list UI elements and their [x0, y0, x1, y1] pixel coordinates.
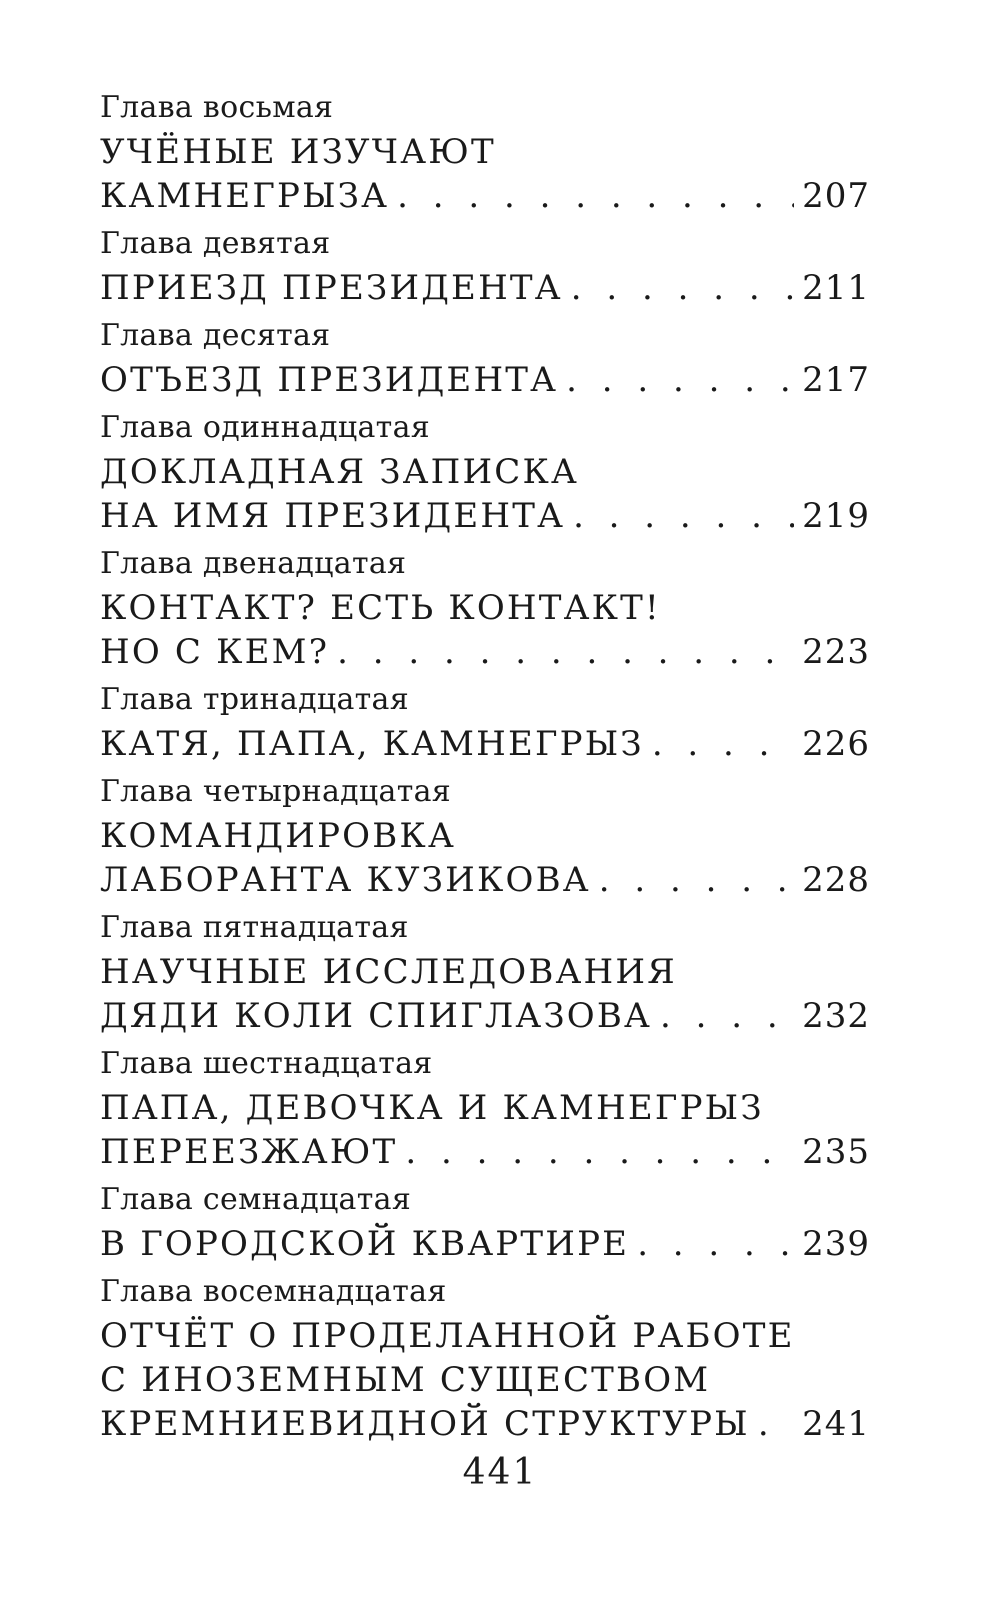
dot-leader [566, 358, 794, 402]
chapter-title-line: КОНТАКТ? ЕСТЬ КОНТАКТ! [100, 588, 661, 628]
toc-page-number: 239 [802, 1224, 870, 1264]
toc-entry [100, 1270, 870, 1446]
chapter-title-row [100, 494, 870, 538]
chapter-title-row [100, 1222, 870, 1266]
chapter-label: Глава одиннадцатая [100, 410, 430, 445]
dot-leader [397, 174, 794, 218]
toc-entry [100, 406, 870, 538]
toc-page-number: 232 [802, 996, 870, 1036]
toc-page-number: 207 [802, 176, 870, 216]
chapter-title-row [100, 994, 870, 1038]
chapter-title-line: ПЕРЕЕЗЖАЮТ [100, 1132, 398, 1172]
toc-page-number: 217 [802, 360, 870, 400]
chapter-title-row [100, 722, 870, 766]
chapter-label: Глава восьмая [100, 90, 334, 125]
chapter-title-row [100, 358, 870, 402]
dot-leader [637, 1222, 794, 1266]
dot-leader [337, 630, 794, 674]
chapter-title-row [100, 1130, 870, 1174]
chapter-title-line: ОТЪЕЗД ПРЕЗИДЕНТА [100, 360, 559, 400]
chapter-label: Глава четырнадцатая [100, 774, 452, 809]
chapter-title-line: КРЕМНИЕВИДНОЙ СТРУКТУРЫ [100, 1404, 750, 1444]
toc-entry [100, 1042, 870, 1174]
chapter-title-row [100, 174, 870, 218]
toc-entry [100, 770, 870, 902]
toc-entry [100, 542, 870, 674]
toc-page-number: 228 [802, 860, 870, 900]
chapter-label: Глава шестнадцатая [100, 1046, 433, 1081]
toc-entry [100, 906, 870, 1038]
toc-page-number: 219 [802, 496, 870, 536]
dot-leader [660, 994, 794, 1038]
chapter-title-line: ПРИЕЗД ПРЕЗИДЕНТА [100, 268, 563, 308]
chapter-title-line: НО С КЕМ? [100, 632, 330, 672]
chapter-label: Глава десятая [100, 318, 331, 353]
chapter-title-line: КАТЯ, ПАПА, КАМНЕГРЫЗ [100, 724, 644, 764]
chapter-title-line: КОМАНДИРОВКА [100, 816, 456, 856]
chapter-title-line: ОТЧЁТ О ПРОДЕЛАННОЙ РАБОТЕ [100, 1316, 795, 1356]
chapter-title-row [100, 858, 870, 902]
chapter-title-line: ПАПА, ДЕВОЧКА И КАМНЕГРЫЗ [100, 1088, 764, 1128]
chapter-title-row [100, 1402, 870, 1446]
toc-entry [100, 678, 870, 766]
toc-page-number: 235 [802, 1132, 870, 1172]
chapter-title-line: НА ИМЯ ПРЕЗИДЕНТА [100, 496, 566, 536]
chapter-label: Глава тринадцатая [100, 682, 409, 717]
toc-entry [100, 86, 870, 218]
chapter-title-line: В ГОРОДСКОЙ КВАРТИРЕ [100, 1224, 630, 1264]
chapter-title-line: ДЯДИ КОЛИ СПИГЛАЗОВА [100, 996, 652, 1036]
chapter-title-line: ДОКЛАДНАЯ ЗАПИСКА [100, 452, 579, 492]
toc-page-number: 223 [802, 632, 870, 672]
chapter-title-line: НАУЧНЫЕ ИССЛЕДОВАНИЯ [100, 952, 677, 992]
chapter-label: Глава восемнадцатая [100, 1274, 447, 1309]
dot-leader [758, 1402, 794, 1446]
chapter-title-line: ЛАБОРАНТА КУЗИКОВА [100, 860, 591, 900]
dot-leader [571, 266, 794, 310]
dot-leader [573, 494, 794, 538]
chapter-title-line: КАМНЕГРЫЗА [100, 176, 390, 216]
toc-entry [100, 222, 870, 310]
chapter-label: Глава девятая [100, 226, 331, 261]
toc-entry [100, 1178, 870, 1266]
chapter-label: Глава пятнадцатая [100, 910, 409, 945]
toc-entry [100, 314, 870, 402]
table-of-contents [100, 86, 870, 1450]
chapter-label: Глава семнадцатая [100, 1182, 412, 1217]
page-number: 441 [462, 1452, 538, 1493]
dot-leader [599, 858, 794, 902]
chapter-title-row [100, 630, 870, 674]
toc-page-number: 211 [802, 268, 870, 308]
chapter-title-line: С ИНОЗЕМНЫМ СУЩЕСТВОМ [100, 1360, 711, 1400]
dot-leader [405, 1130, 794, 1174]
dot-leader [652, 722, 794, 766]
toc-page-number: 226 [802, 724, 870, 764]
toc-page-number: 241 [802, 1404, 870, 1444]
chapter-title-line: УЧЁНЫЕ ИЗУЧАЮТ [100, 132, 496, 172]
chapter-label: Глава двенадцатая [100, 546, 407, 581]
chapter-title-row [100, 266, 870, 310]
